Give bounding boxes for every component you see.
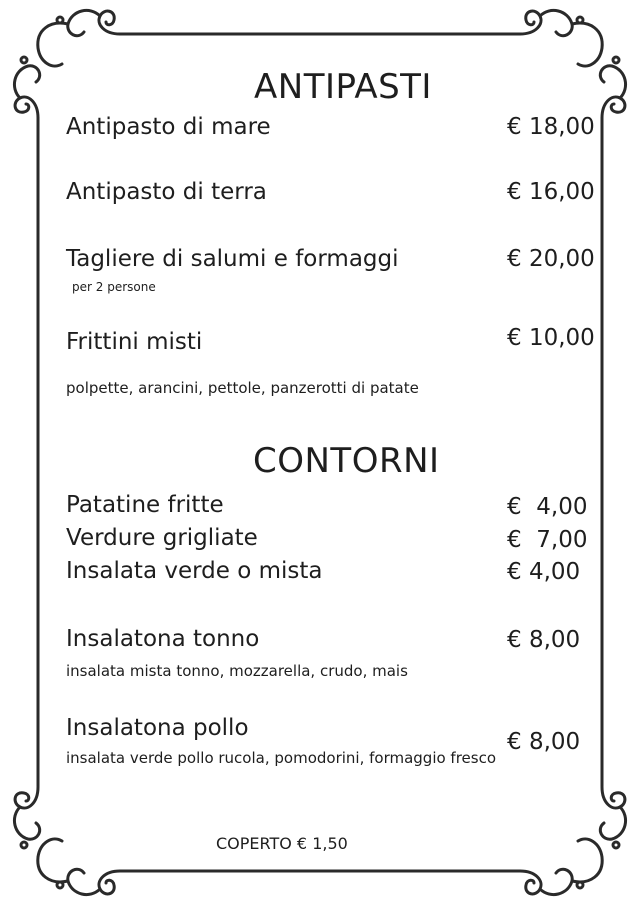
menu-item-name: Tagliere di salumi e formaggi [66,246,399,272]
menu-item-description: insalata mista tonno, mozzarella, crudo, mais [66,662,408,680]
menu-item-description: polpette, arancini, pettole, panzerotti di patate [66,379,419,397]
menu-item-name: Verdure grigliate [66,525,258,551]
menu-item-description: insalata verde pollo rucola, pomodorini, formaggio fresco [66,749,497,767]
menu-item-price: € 20,00 [507,246,595,272]
coperto-label: COPERTO € 1,50 [216,834,348,853]
menu-item-price: € 4,00 [507,559,581,585]
menu-item-price: € 10,00 [507,325,595,351]
menu-item-name: Insalatona tonno [66,626,260,652]
menu-item-note: per 2 persone [72,280,156,294]
contorni-heading: CONTORNI [253,441,440,481]
menu-item-price: € 16,00 [507,179,595,205]
antipasti-heading: ANTIPASTI [254,67,432,107]
corner-flourish-icon [14,787,120,895]
menu-item-price: € 4,00 [507,494,588,520]
menu-item-price: € 8,00 [507,627,581,653]
corner-flourish-icon [520,787,626,895]
menu-item-name: Frittini misti [66,329,203,355]
menu-item-price: € 18,00 [507,114,595,140]
menu-item-name: Antipasto di mare [66,114,271,140]
menu-item-name: Insalatona pollo [66,715,249,741]
menu-item-price: € 7,00 [507,527,588,553]
corner-flourish-icon [520,10,626,118]
corner-flourish-icon [14,10,120,118]
menu-item-name: Antipasto di terra [66,179,267,205]
menu-item-name: Patatine fritte [66,492,224,518]
menu-item-price: € 8,00 [507,729,581,755]
menu-item-name: Insalata verde o mista [66,558,323,584]
